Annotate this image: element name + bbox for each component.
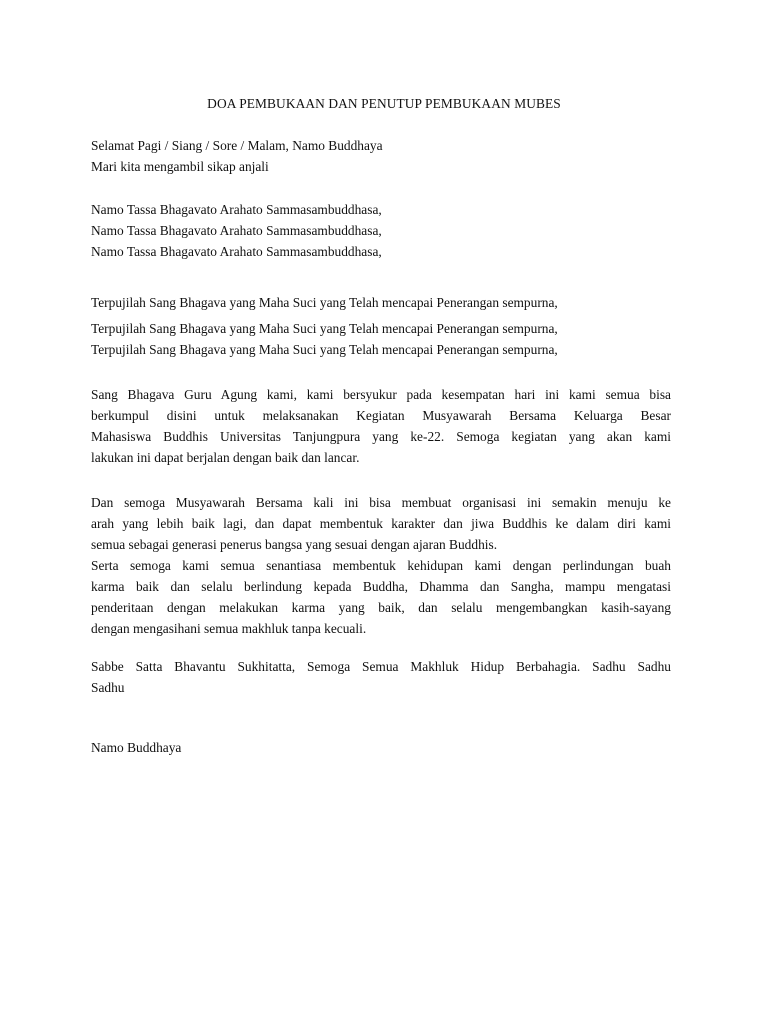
paragraph-line: penderitaan dengan melakukan karma yang baik, dan selalu mengembangkan kasih-sayang	[91, 600, 671, 615]
paragraph-line: dengan mengasihani semua makhluk tanpa kecuali.	[91, 621, 367, 636]
paragraph-refuge	[91, 555, 671, 639]
paragraph-line: Serta semoga kami semua senantiasa membentuk kehidupan kami dengan perlindungan buah	[91, 558, 671, 573]
paragraph-line: Mahasiswa Buddhis Universitas Tanjungpura yang ke-22. Semoga kegiatan yang akan kami	[91, 429, 671, 444]
namo-tassa-line: Namo Tassa Bhagavato Arahato Sammasambuddhasa,	[91, 223, 382, 238]
terpujilah-line: Terpujilah Sang Bhagava yang Maha Suci yang Telah mencapai Penerangan sempurna,	[91, 295, 558, 310]
greeting-line: Selamat Pagi / Siang / Sore / Malam, Namo Buddhaya	[91, 138, 383, 153]
paragraph-hope	[91, 492, 671, 555]
terpujilah-line: Terpujilah Sang Bhagava yang Maha Suci yang Telah mencapai Penerangan sempurna,	[91, 342, 558, 357]
greeting-line: Mari kita mengambil sikap anjali	[91, 159, 269, 174]
paragraph-line: Dan semoga Musyawarah Bersama kali ini bisa membuat organisasi ini semakin menuju ke	[91, 495, 671, 510]
paragraph-blessing	[91, 656, 671, 698]
paragraph-line: lakukan ini dapat berjalan dengan baik dan lancar.	[91, 450, 360, 465]
paragraph-line: karma baik dan selalu berlindung kepada Buddha, Dhamma dan Sangha, mampu mengatasi	[91, 579, 671, 594]
document-title: DOA PEMBUKAAN DAN PENUTUP PEMBUKAAN MUBES	[207, 96, 561, 111]
namo-tassa-line: Namo Tassa Bhagavato Arahato Sammasambuddhasa,	[91, 202, 382, 217]
namo-tassa-line: Namo Tassa Bhagavato Arahato Sammasambuddhasa,	[91, 244, 382, 259]
paragraph-line: berkumpul disini untuk melaksanakan Kegiatan Musyawarah Bersama Keluarga Besar	[91, 408, 671, 423]
paragraph-line: semua sebagai generasi penerus bangsa yang sesuai dengan ajaran Buddhis.	[91, 537, 498, 552]
paragraph-line: Sadhu	[91, 680, 125, 695]
paragraph-line: Sang Bhagava Guru Agung kami, kami bersyukur pada kesempatan hari ini kami semua bisa	[91, 387, 671, 402]
paragraph-gratitude	[91, 384, 671, 468]
paragraph-line: arah yang lebih baik lagi, dan dapat membentuk karakter dan jiwa Buddhis ke dalam diri kami	[91, 516, 671, 531]
closing-line: Namo Buddhaya	[91, 740, 182, 755]
terpujilah-line: Terpujilah Sang Bhagava yang Maha Suci yang Telah mencapai Penerangan sempurna,	[91, 321, 558, 336]
paragraph-line: Sabbe Satta Bhavantu Sukhitatta, Semoga Semua Makhluk Hidup Berbahagia. Sadhu Sadhu	[91, 659, 671, 674]
